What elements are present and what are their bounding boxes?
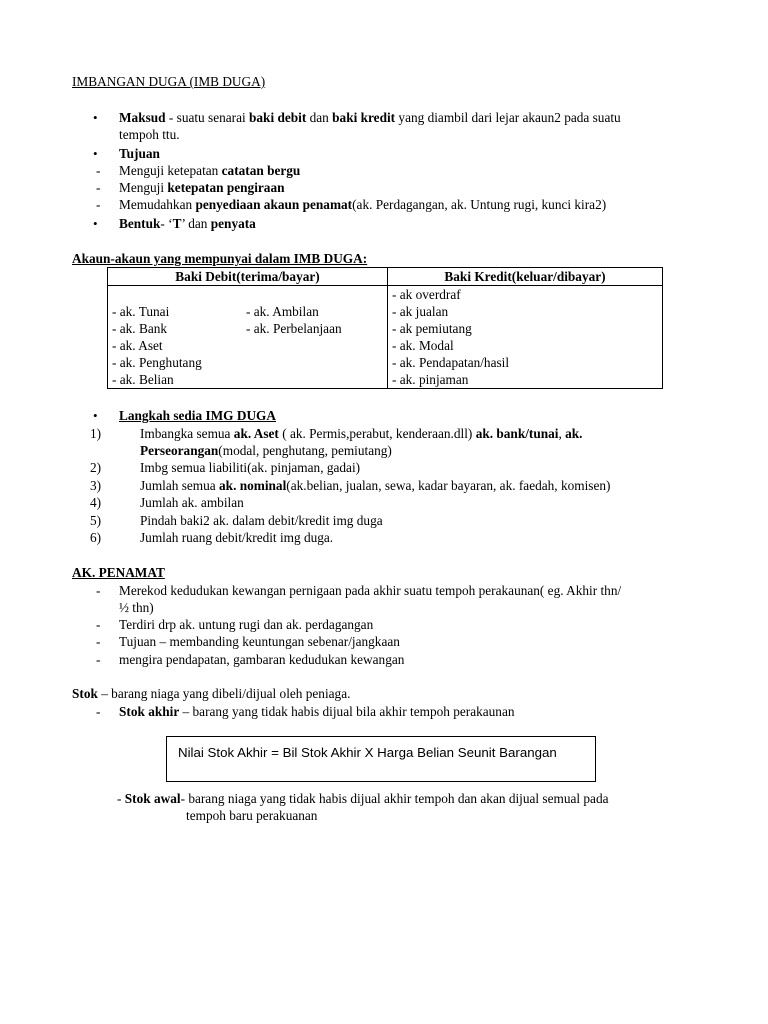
formula-box (166, 736, 596, 782)
stok-akhir: Stok akhir – barang yang tidak habis dijual bila akhir tempoh perakaunan (119, 704, 515, 719)
step-number: 6) (90, 530, 102, 545)
dash-marker: - (96, 634, 101, 649)
maksud-bold-2: baki kredit (332, 110, 396, 125)
accounts-table (107, 267, 663, 389)
formula-text: Nilai Stok Akhir = Bil Stok Akhir X Harga Belian Seunit Barangan (178, 745, 557, 760)
debit-item: - ak. Ambilan (246, 304, 319, 319)
credit-item: - ak jualan (392, 304, 449, 319)
tujuan-label: Tujuan (119, 146, 160, 161)
maksud-bold-1: baki debit (249, 110, 307, 125)
debit-item: - ak. Tunai (112, 304, 170, 319)
stok-awal: - Stok awal- barang niaga yang tidak habis dijual akhir tempoh dan akan dijual semual pada (117, 791, 609, 806)
step-5-text: Pindah baki2 ak. dalam debit/kredit img duga (140, 513, 383, 528)
debit-list-2 (246, 303, 342, 337)
step-number: 3) (90, 478, 102, 493)
dash-marker: - (96, 652, 101, 667)
penamat-item-3: Tujuan – membanding keuntungan sebenar/jangkaan (119, 634, 400, 649)
page-title: IMBANGAN DUGA (IMB DUGA) (72, 74, 266, 89)
debit-header: Baki Debit(terima/bayar) (108, 268, 388, 286)
penamat-heading: AK. PENAMAT (72, 565, 165, 580)
debit-item: - ak. Bank (112, 321, 168, 336)
tujuan-item-2: Menguji ketepatan pengiraan (119, 180, 285, 195)
langkah-label: Langkah sedia IMG DUGA (119, 408, 277, 423)
maksud-line-2: tempoh ttu. (119, 127, 180, 142)
debit-item: - ak. Perbelanjaan (246, 321, 342, 336)
document-page: IMBANGAN DUGA (IMB DUGA) Maksud - suatu senarai baki debit dan baki kredit yang diambil dari lejar akaun2 pada suatu tempoh ttu. Tujuan - Menguji ketepatan catatan bergu - Menguji ketepatan pengiraan - Memudahkan penyediaan akaun penamat(ak. Perdagangan, ak. Untung rugi, kunci kira2) Bentuk- ‘T’ dan penyata Akaun-akaun yang mempunyai dalam IMB DUGA: Baki Debit(terima/bayar) Baki Kredit(keluar/dibayar) - ak. Tunai - ak. Bank - ak. Aset - ak. Penghutang - ak. Belian - ak. Ambilan - ak. Perbelanjaan - ak overdraf - ak jualan - ak pemiutang - ak. Modal - ak. Pendapatan/hasil - ak. pinjaman Langkah sedia IMG DUGA 1) Imbangka semua ak. Aset ( ak. Permis,perabut, kenderaan.dll) ak. bank/tunai, ak. Perseorangan(modal, penghutang, pemiutang) 2) Imbg semua liabiliti(ak. pinjaman, gadai) 3) Jumlah semua ak. nominal(ak.belian, jualan, sewa, kadar bayaran, ak. faedah, komisen) 4) Jumlah ak. ambilan 5) Pindah baki2 ak. dalam debit/kredit img duga 6) Jumlah ruang debit/kredit img duga. AK. PENAMAT - Merekod kedudukan kewangan pernigaan pada akhir suatu tempoh perakaunan( eg. Akhir thn/ ½ thn) - Terdiri drp ak. untung rugi dan ak. perdagangan - Tujuan – membanding keuntungan sebenar/jangkaan - mengira pendapatan, gambaran kedudukan kewangan Stok – barang niaga yang dibeli/dijual oleh peniaga. - Stok akhir – barang yang tidak habis dijual bila akhir tempoh perakaunan Nilai Stok Akhir = Bil Stok Akhir X Harga Belian Seunit Barangan - Stok awal- barang niaga yang tidak habis dijual akhir tempoh dan akan dijual semual pada tempoh baru perakuanan (0, 0, 768, 1024)
penamat-item-1-line-2: ½ thn) (119, 600, 154, 615)
credit-item: - ak overdraf (392, 287, 461, 302)
debit-item: - ak. Penghutang (112, 355, 202, 370)
credit-item: - ak. Pendapatan/hasil (392, 355, 510, 370)
debit-list-1 (112, 303, 202, 388)
debit-cell (108, 286, 388, 389)
dash-marker: - (96, 180, 101, 195)
step-2-text: Imbg semua liabiliti(ak. pinjaman, gadai) (140, 460, 361, 475)
tujuan-item-1: Menguji ketepatan catatan bergu (119, 163, 301, 178)
credit-item: - ak pemiutang (392, 321, 472, 336)
penamat-item-1: Merekod kedudukan kewangan pernigaan pada akhir suatu tempoh perakaunan( eg. Akhir thn/ (119, 583, 622, 598)
step-number: 4) (90, 495, 102, 510)
step-1-text-line-2: Perseorangan(modal, penghutang, pemiutang) (140, 443, 392, 458)
dash-marker: - (96, 617, 101, 632)
debit-item: - ak. Aset (112, 338, 163, 353)
step-6-text: Jumlah ruang debit/kredit img duga. (140, 530, 334, 545)
dash-marker: - (96, 704, 101, 719)
accounts-heading: Akaun-akaun yang mempunyai dalam IMB DUGA: (72, 251, 368, 266)
step-number: 1) (90, 426, 102, 441)
step-number: 2) (90, 460, 102, 475)
credit-item: - ak. pinjaman (392, 372, 469, 387)
credit-cell (388, 286, 663, 389)
debit-item: - ak. Belian (112, 372, 174, 387)
maksud-label: Maksud (119, 110, 166, 125)
dash-marker: - (96, 583, 101, 598)
credit-item: - ak. Modal (392, 338, 454, 353)
tujuan-item-3: Memudahkan penyediaan akaun penamat(ak. Perdagangan, ak. Untung rugi, kunci kira2) (119, 197, 607, 212)
penamat-item-2: Terdiri drp ak. untung rugi dan ak. perdagangan (119, 617, 374, 632)
maksud-text-1: - suatu senarai (165, 110, 250, 125)
penamat-item-4: mengira pendapatan, gambaran kedudukan kewangan (119, 652, 405, 667)
dash-marker: - (96, 163, 101, 178)
step-1-text: Imbangka semua ak. Aset ( ak. Permis,perabut, kenderaan.dll) ak. bank/tunai, ak. (140, 426, 583, 441)
stok-awal-line-2: tempoh baru perakuanan (186, 808, 318, 823)
step-number: 5) (90, 513, 102, 528)
maksud-text-2: dan (306, 110, 333, 125)
maksud-text-3: yang diambil dari lejar akaun2 pada suatu (395, 110, 621, 125)
stok-definition: Stok – barang niaga yang dibeli/dijual oleh peniaga. (72, 686, 351, 701)
bentuk-label: Bentuk (119, 216, 161, 231)
step-3-text: Jumlah semua ak. nominal(ak.belian, jualan, sewa, kadar bayaran, ak. faedah, komisen) (140, 478, 611, 493)
dash-marker: - (96, 197, 101, 212)
step-4-text: Jumlah ak. ambilan (140, 495, 244, 510)
credit-header: Baki Kredit(keluar/dibayar) (388, 268, 663, 286)
